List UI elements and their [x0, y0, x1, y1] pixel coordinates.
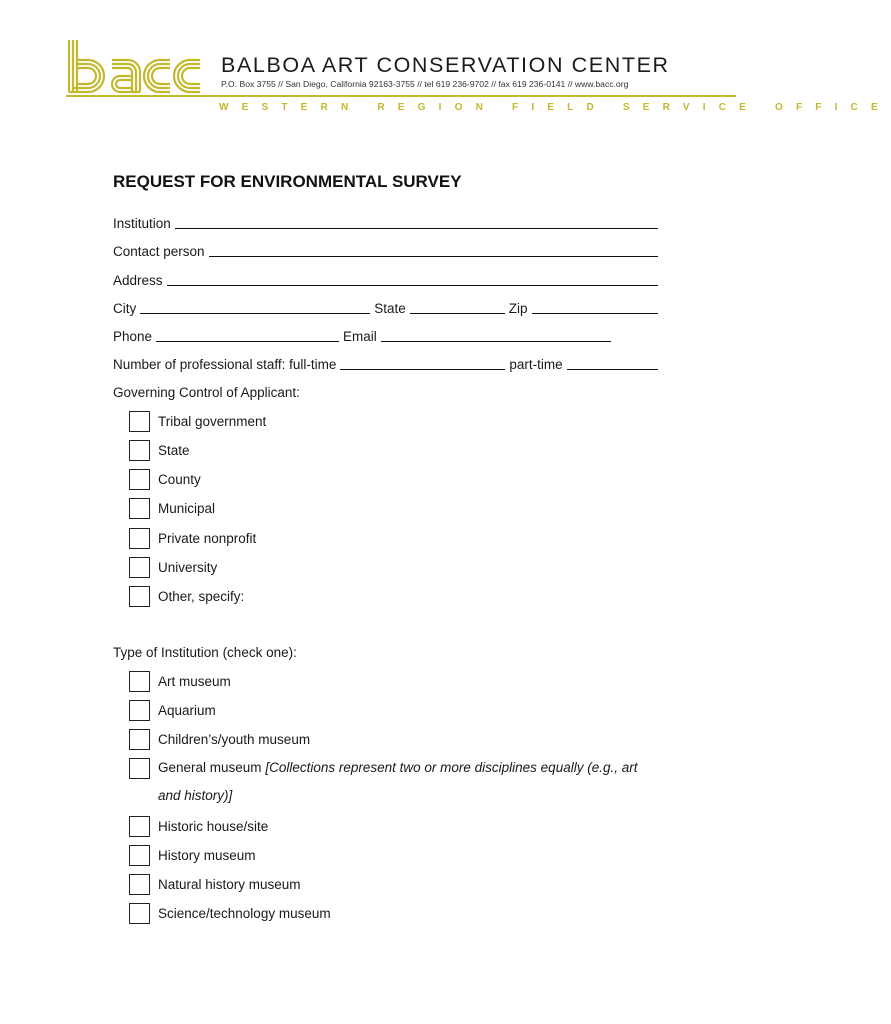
checkbox[interactable]	[129, 816, 150, 837]
option-label: Other, specify:	[158, 589, 245, 604]
general-museum-note: [Collections represent two or more disciplines equally (e.g., art and history)]	[158, 760, 638, 803]
address-field[interactable]	[167, 271, 658, 286]
option-private-nonprofit[interactable]	[129, 528, 689, 552]
staff-fulltime-field[interactable]	[340, 355, 505, 370]
option-municipal[interactable]	[129, 498, 689, 522]
type-general-museum[interactable]	[129, 758, 689, 810]
checkbox[interactable]	[129, 528, 150, 549]
staff-parttime-label: part-time	[509, 357, 563, 372]
city-state-zip-row	[113, 299, 658, 317]
address-label: Address	[113, 273, 163, 288]
checkbox[interactable]	[129, 498, 150, 519]
phone-field[interactable]	[156, 327, 339, 342]
address-row	[113, 271, 658, 289]
zip-field[interactable]	[532, 299, 658, 314]
type-historic-house[interactable]	[129, 816, 689, 840]
option-label: Children’s/youth museum	[158, 732, 311, 747]
contact-person-label: Contact person	[113, 244, 205, 259]
checkbox[interactable]	[129, 903, 150, 924]
email-label: Email	[343, 329, 377, 344]
zip-label: Zip	[508, 301, 528, 316]
checkbox[interactable]	[129, 586, 150, 607]
staff-row	[113, 355, 658, 373]
option-label: Science/technology museum	[158, 906, 331, 921]
option-label: Private nonprofit	[158, 531, 257, 546]
option-label: Aquarium	[158, 703, 216, 718]
type-childrens-museum[interactable]	[129, 729, 689, 753]
phone-label: Phone	[113, 329, 153, 344]
option-label: Tribal government	[158, 414, 267, 429]
checkbox[interactable]	[129, 557, 150, 578]
form-title: REQUEST FOR ENVIRONMENTAL SURVEY	[113, 172, 462, 191]
option-other-specify[interactable]	[129, 586, 689, 610]
type-natural-history-museum[interactable]	[129, 874, 689, 898]
checkbox[interactable]	[129, 440, 150, 461]
email-field[interactable]	[381, 327, 611, 342]
state-field[interactable]	[410, 299, 505, 314]
checkbox[interactable]	[129, 700, 150, 721]
option-tribal-government[interactable]	[129, 411, 689, 435]
option-university[interactable]	[129, 557, 689, 581]
option-label: County	[158, 472, 201, 487]
checkbox[interactable]	[129, 845, 150, 866]
institution-row	[113, 214, 658, 232]
checkbox[interactable]	[129, 469, 150, 490]
institution-label: Institution	[113, 216, 171, 231]
option-label: Municipal	[158, 501, 216, 516]
organization-name: BALBOA ART CONSERVATION CENTER	[221, 53, 670, 77]
option-label: Natural history museum	[158, 877, 301, 892]
option-county[interactable]	[129, 469, 689, 493]
type-history-museum[interactable]	[129, 845, 689, 869]
option-label: Historic house/site	[158, 819, 269, 834]
header-divider	[66, 95, 736, 97]
option-state[interactable]	[129, 440, 689, 464]
governing-control-heading: Governing Control of Applicant:	[113, 385, 300, 400]
institution-type-heading	[113, 645, 297, 660]
type-art-museum[interactable]	[129, 671, 689, 695]
staff-parttime-field[interactable]	[567, 355, 658, 370]
city-label: City	[113, 301, 137, 316]
option-label: State	[158, 443, 190, 458]
state-label: State	[374, 301, 406, 316]
contact-person-field[interactable]	[209, 242, 658, 257]
type-aquarium[interactable]	[129, 700, 689, 724]
checkbox[interactable]	[129, 411, 150, 432]
institution-type-heading-suffix: (check one):	[218, 645, 297, 660]
organization-address: P.O. Box 3755 // San Diego, California 92163-3755 // tel 619 236-9702 // fax 619 236-0141 // www.bacc.org	[221, 79, 629, 89]
institution-field[interactable]	[175, 214, 658, 229]
checkbox[interactable]	[129, 671, 150, 692]
checkbox[interactable]	[129, 758, 150, 779]
option-label: Art museum	[158, 674, 231, 689]
checkbox[interactable]	[129, 729, 150, 750]
staff-fulltime-label: Number of professional staff: full-time	[113, 357, 337, 372]
region-office-label: WESTERN REGION FIELD SERVICE OFFICE	[219, 102, 891, 113]
option-label: University	[158, 560, 218, 575]
checkbox[interactable]	[129, 874, 150, 895]
phone-email-row	[113, 327, 658, 345]
city-field[interactable]	[140, 299, 370, 314]
institution-type-heading-text: Type of Institution	[113, 645, 219, 660]
general-museum-label: General museum	[158, 760, 262, 775]
type-science-museum[interactable]	[129, 903, 689, 927]
option-label: History museum	[158, 848, 256, 863]
contact-person-row	[113, 242, 658, 260]
option-label	[158, 754, 658, 810]
bacc-logo	[66, 38, 202, 94]
